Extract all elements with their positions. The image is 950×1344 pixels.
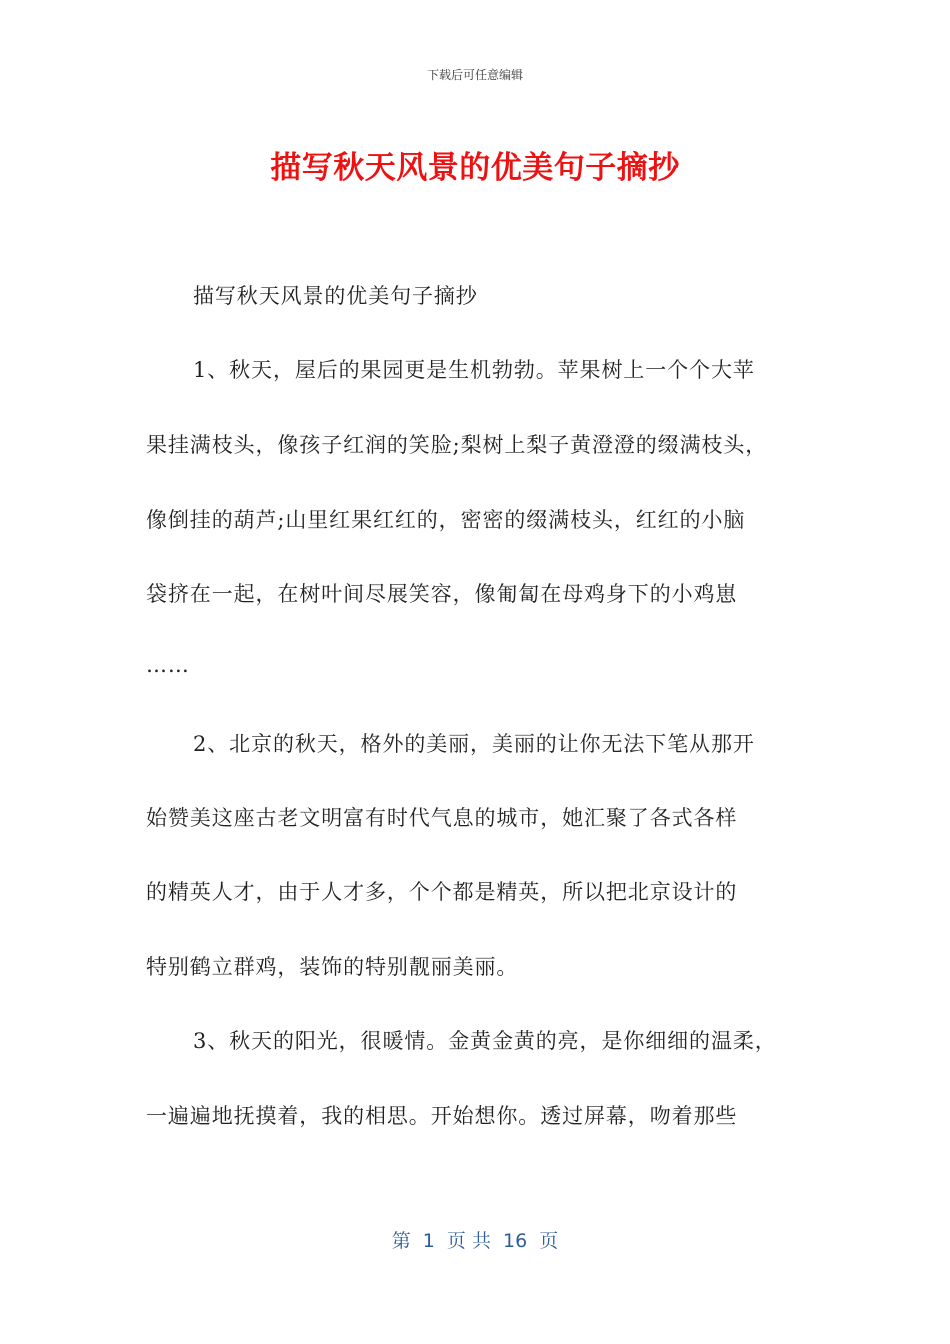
document-title: 描写秋天风景的优美句子摘抄 <box>270 150 680 186</box>
body-line: 一遍遍地抚摸着，我的相思。开始想你。透过屏幕，吻着那些 <box>146 1104 738 1128</box>
body-line: 3、秋天的阳光，很暖情。金黄金黄的亮，是你细细的温柔， <box>193 1029 777 1053</box>
body-line: 果挂满枝头，像孩子红润的笑脸;梨树上梨子黄澄澄的缀满枝头， <box>146 433 768 457</box>
body-line: 2、北京的秋天，格外的美丽，美丽的让你无法下笔从那开 <box>193 732 755 756</box>
page-number-footer: 第 1 页 共 16 页 <box>391 1230 559 1252</box>
body-line: 1、秋天，屋后的果园更是生机勃勃。苹果树上一个个大苹 <box>193 358 755 382</box>
body-line: 袋挤在一起，在树叶间尽展笑容，像匍匐在母鸡身下的小鸡崽 <box>146 582 738 606</box>
body-line: …… <box>146 653 190 677</box>
header-note: 下载后可任意编辑 <box>426 68 523 82</box>
body-line: 像倒挂的葫芦;山里红果红红的，密密的缀满枝头，红红的小脑 <box>146 508 746 532</box>
body-line: 的精英人才，由于人才多，个个都是精英，所以把北京设计的 <box>146 880 738 904</box>
body-line: 特别鹤立群鸡，装饰的特别靓丽美丽。 <box>146 955 519 979</box>
body-line: 描写秋天风景的优美句子摘抄 <box>193 284 478 308</box>
body-line: 始赞美这座古老文明富有时代气息的城市，她汇聚了各式各样 <box>146 806 738 830</box>
